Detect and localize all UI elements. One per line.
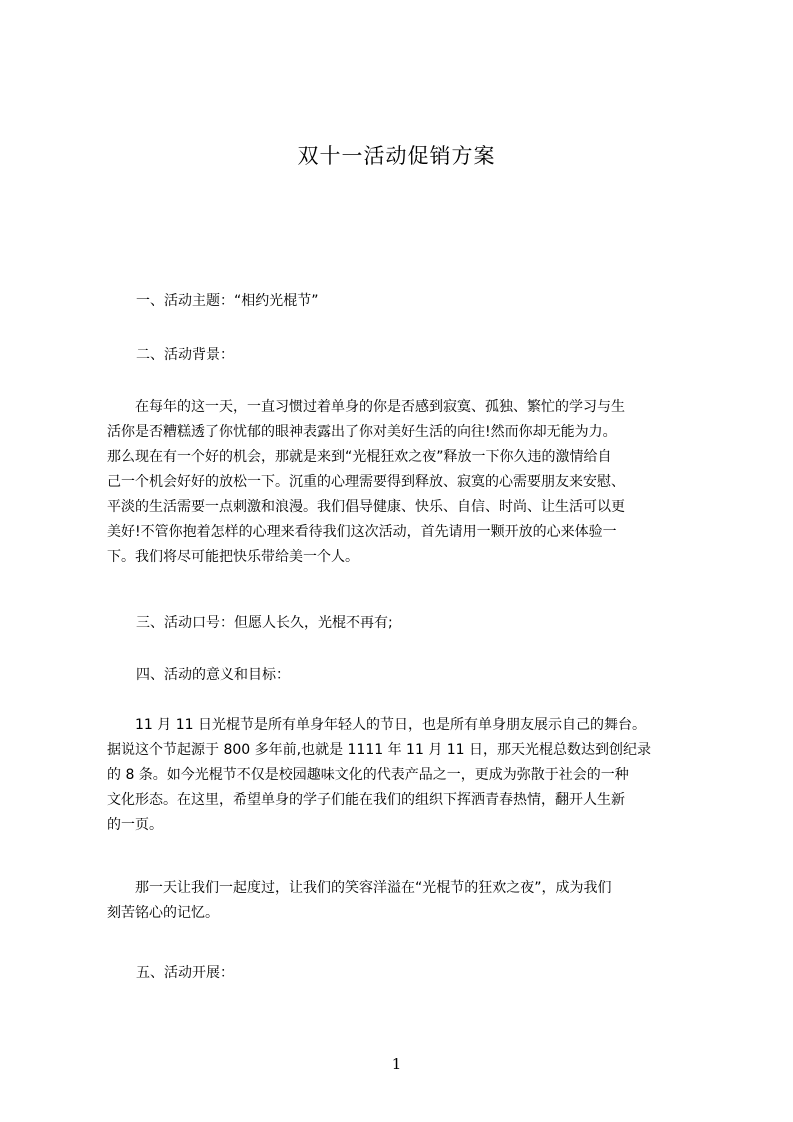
section-heading-background: 二、活动背景： <box>136 347 234 363</box>
page-number: 1 <box>391 1055 402 1073</box>
document-title: 双十一活动促销方案 <box>297 144 496 168</box>
paragraph-line: 己一个机会好好的放松一下。沉重的心理需要得到释放、寂寞的心需要朋友来安慰、 <box>107 474 625 490</box>
closing-paragraph <box>107 876 699 926</box>
paragraph-line: 美好!不管你抱着怎样的心理来看待我们这次活动，首先请用一颗开放的心来体验一 <box>107 524 617 540</box>
section-heading-development: 五、活动开展： <box>136 965 234 981</box>
paragraph-line: 据说这个节起源于 800 多年前,也就是 1111 年 11 月 11 日，那天光棍总数达到创纪录 <box>107 742 652 758</box>
paragraph-line: 那么现在有一个好的机会，那就是来到“光棍狂欢之夜”释放一下你久违的激情给自 <box>107 449 612 465</box>
meaning-paragraph <box>107 713 699 838</box>
paragraph-line: 11 月 11 日光棍节是所有单身年轻人的节日，也是所有单身朋友展示自己的舞台。 <box>107 717 646 733</box>
paragraph-line: 的 8 条。如今光棍节不仅是校园趣味文化的代表产品之一，更成为弥散于社会的一种 <box>107 767 629 783</box>
paragraph-line: 在每年的这一天，一直习惯过着单身的你是否感到寂寞、孤独、繁忙的学习与生 <box>107 399 625 415</box>
paragraph-line: 活你是否糟糕透了你忧郁的眼神表露出了你对美好生活的向往!然而你却无能为力。 <box>107 424 617 440</box>
background-paragraph <box>107 395 699 570</box>
section-heading-meaning: 四、活动的意义和目标： <box>136 667 290 683</box>
section-heading-slogan: 三、活动口号：但愿人长久，光棍不再有; <box>136 615 393 631</box>
paragraph-line: 刻苦铭心的记忆。 <box>107 905 219 921</box>
paragraph-line: 文化形态。在这里，希望单身的学子们能在我们的组织下挥洒青春热情，翻开人生新 <box>107 792 625 808</box>
paragraph-line: 的一页。 <box>107 817 163 833</box>
section-heading-theme: 一、活动主题：“相约光棍节” <box>136 293 319 309</box>
paragraph-line: 那一天让我们一起度过，让我们的笑容洋溢在“光棍节的狂欢之夜”，成为我们 <box>107 880 612 896</box>
paragraph-line: 下。我们将尽可能把快乐带给美一个人。 <box>107 549 359 565</box>
paragraph-line: 平淡的生活需要一点刺激和浪漫。我们倡导健康、快乐、自信、时尚、让生活可以更 <box>107 499 625 515</box>
